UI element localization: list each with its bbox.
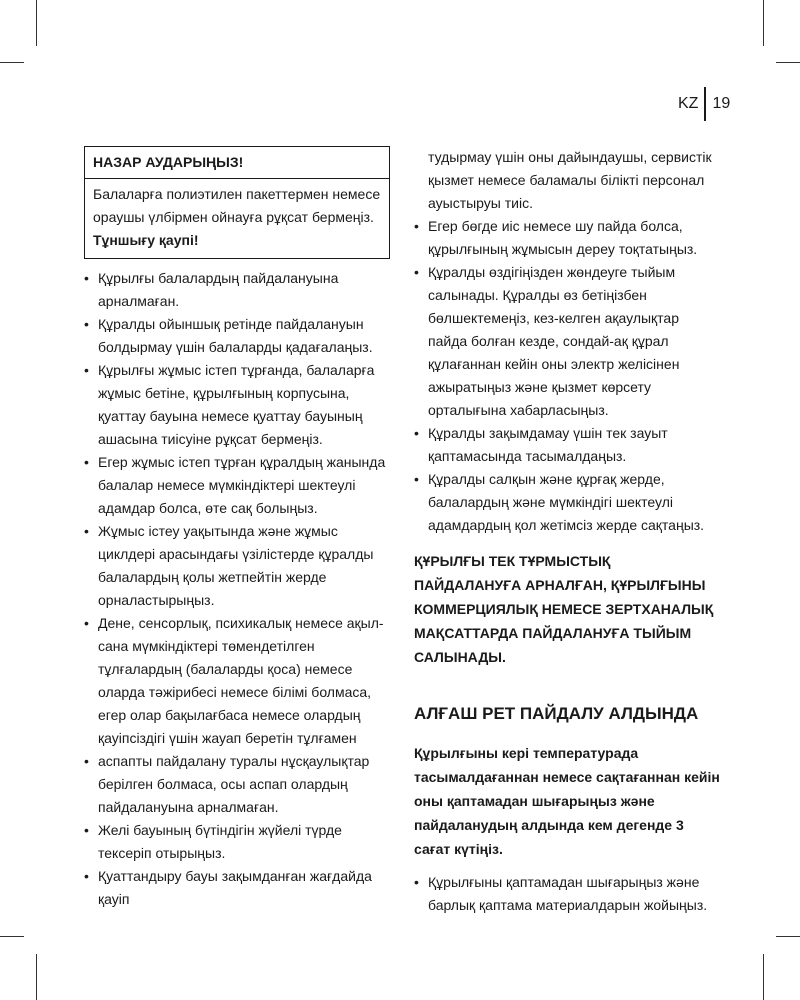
list-item: • Желі бауының бүтіндігін жүйелі түрде тексеріп отырыңыз.: [84, 819, 390, 865]
left-bullet-list: [84, 267, 390, 911]
crop-mark: [763, 0, 764, 46]
list-item: • Құралды салқын және құрғақ жерде, балалардың және мүмкіндігі шектеулі адамдардың қол жетімсіз жерде сақтаңыз.: [414, 468, 720, 537]
left-column: [84, 146, 390, 911]
crop-mark: [776, 936, 800, 937]
list-item: • Құралды өздігіңізден жөндеуге тыйым салынады. Құралды өз бетіңізбен бөлшектемеңіз, кез-келген ақаулықтар пайда болған кезде, сондай-ақ құрал құлағаннан кейін оны электр желісінен ажыратыңыз және қызмет көрсету орталығына хабарласыңыз.: [414, 261, 720, 422]
crop-mark: [763, 954, 764, 1000]
section-bullet-list: [414, 871, 720, 917]
crop-mark: [0, 936, 24, 937]
crop-mark: [36, 0, 37, 46]
list-item: • Құрылғыны қаптамадан шығарыңыз және барлық қаптама материалдарын жойыңыз.: [414, 871, 720, 917]
right-bullet-list: [414, 215, 720, 537]
list-item: • Құрылғы балалардың пайдалануына арналмаған.: [84, 267, 390, 313]
warning-box: [84, 146, 390, 259]
list-item: • Құрылғы жұмыс істеп тұрғанда, балаларға жұмыс бетіне, құрылғының корпусына, қуаттау бауына немесе қуаттау бауының ашасына тиісуіне рұқсат бермеңіз.: [84, 359, 390, 451]
warning-title: НАЗАР АУДАРЫҢЫЗ!: [93, 154, 244, 170]
page-number: 19: [712, 95, 731, 112]
continued-text: тудырмау үшін оны дайындаушы, сервистік қызмет немесе баламалы білікті персонал ауыстыруы тиіс.: [428, 149, 712, 211]
crop-mark: [0, 62, 24, 63]
crop-mark: [36, 954, 37, 1000]
usage-restriction-notice: ҚҰРЫЛҒЫ ТЕК ТҰРМЫСТЫҚ ПАЙДАЛАНУҒА АРНАЛҒАН, ҚҰРЫЛҒЫНЫ КОММЕРЦИЯЛЫҚ НЕМЕСЕ ЗЕРТХАНАЛЫҚ МАҚСАТТАРДА ПАЙДАЛАНУҒА ТЫЙЫМ САЛЫНАДЫ.: [414, 553, 714, 665]
list-item: • Құралды ойыншық ретінде пайдалануын болдырмау үшін балаларды қадағалаңыз.: [84, 313, 390, 359]
list-item: • Егер бөгде иіс немесе шу пайда болса, құрылғының жұмысын дереу тоқтатыңыз.: [414, 215, 720, 261]
warning-body: Балаларға полиэтилен пакеттермен немесе ораушы үлбірмен ойнауға рұқсат бермеңіз.: [93, 186, 381, 225]
page-header: [678, 86, 730, 122]
list-item: • аспапты пайдалану туралы нұсқаулықтар берілген болмаса, осы аспап олардың пайдалануына арналмаған.: [84, 750, 390, 819]
warning-emphasis: Тұншығу қаупі!: [93, 232, 199, 248]
list-item: • Жұмыс істеу уақытында және жұмыс циклдері арасындағы үзілістерде құралды балалардың қолы жетпейтін жерде орналастырыңыз.: [84, 520, 390, 612]
list-item: • Егер жұмыс істеп тұрған құралдың жанында балалар немесе мүмкіндіктері шектеулі адамдар болса, өте сақ болыңыз.: [84, 451, 390, 520]
crop-mark: [776, 62, 800, 63]
list-item: • Құралды зақымдамау үшін тек зауыт қаптамасында тасымалдаңыз.: [414, 422, 720, 468]
warning-text: [93, 183, 381, 252]
header-divider: [704, 87, 706, 121]
language-code: KZ: [678, 95, 699, 112]
section-heading: АЛҒАШ РЕТ ПАЙДАЛУ АЛДЫНДА: [414, 704, 699, 723]
warning-divider: [85, 178, 389, 179]
right-column: [414, 146, 720, 917]
list-item: • Қуаттандыру бауы зақымданған жағдайда қауіп: [84, 865, 390, 911]
section-intro: Құрылғыны кері температурада тасымалдағаннан немесе сақтағаннан кейін оны қаптамадан шығарыңыз және пайдаланудың алдында кем дегенде 3 сағат күтіңіз.: [414, 745, 720, 857]
list-item: • Дене, сенсорлық, психикалық немесе ақыл-сана мүмкіндіктері төмендетілген тұлғалардың (балаларды қоса) немесе оларда тәжірибесі немесе білімі болмаса, егер олар бақылағбаса немесе олардың қауіпсіздігі үшін жауап беретін тұлғамен: [84, 612, 390, 750]
